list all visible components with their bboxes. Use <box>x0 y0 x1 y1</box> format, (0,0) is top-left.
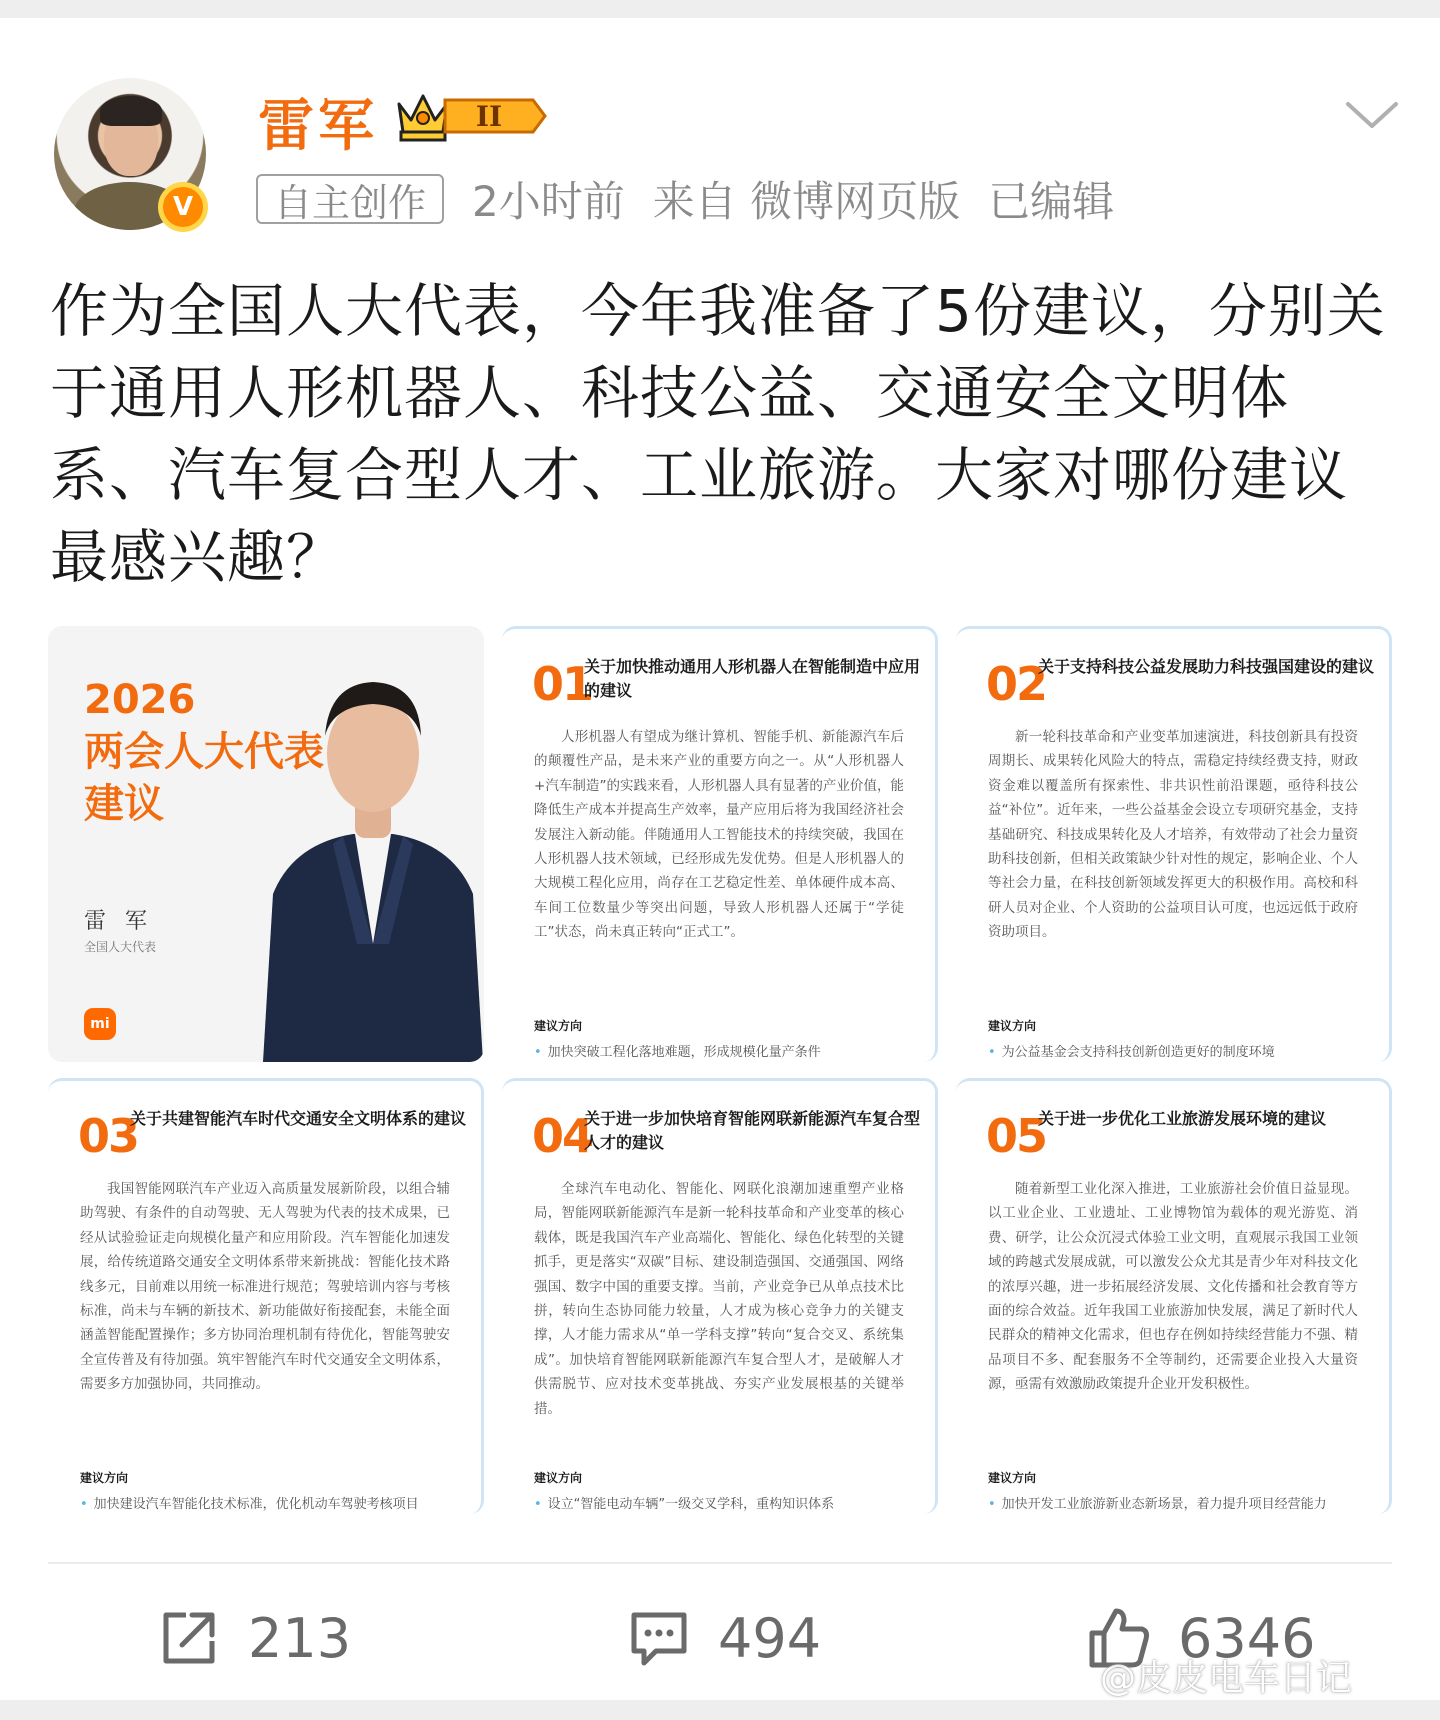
card-body: 人形机器人有望成为继计算机、智能手机、新能源汽车后的颠覆性产品，是未来产业的重要方向之一。从“人形机器人+汽车制造”的实践来看，人形机器人具有显著的产业价值，能降低生产成本并提高生产效率，量产应用后将为我国经济社会发展注入新动能。伴随通用人工智能技术的持续突破，我国在人形机器人技术领域，已经形成先发优势。但是人形机器人的大规模工程化应用，尚存在工艺稳定性差、单体硬件成本高、车间工位数量少等突出问题，导致人形机器人还属于“学徒工”状态，尚未真正转向“正式工”。 <box>534 729 904 941</box>
cover-title-line1: 2026 <box>84 677 196 723</box>
post-meta <box>256 172 1114 226</box>
post-source[interactable]: 来自 微博网页版 <box>652 177 961 226</box>
card-number: 05 <box>986 1109 1047 1163</box>
edited-label[interactable]: 已编辑 <box>988 177 1115 226</box>
card-direction: • 设立“智能电动车辆”一级交叉学科，重构知识体系 <box>534 1497 835 1512</box>
post-text: 作为全国人大代表，今年我准备了5份建议，分别关于通用人形机器人、科技公益、交通安全文明体系、汽车复合型人才、工业旅游。大家对哪份建议最感兴趣？ <box>50 277 1386 591</box>
card-body: 我国智能网联汽车产业迈入高质量发展新阶段，以组合辅助驾驶、有条件的自动驾驶、无人驾驶为代表的技术成果，已经从试验验证走向规模化量产和应用阶段。汽车智能化加速发展，给传统道路交通安全文明体系带来新挑战：智能化技术路线多元，目前难以用统一标准进行规范；驾驶培训内容与考核标准，尚未与车辆的新技术、新功能做好衔接配套，未能全面涵盖智能配置操作；多方协同治理机制有待优化，智能驾驶安全宣传普及有待加强。筑牢智能汽车时代交通安全文明体系，需要多方加强协同，共同推动。 <box>80 1181 450 1393</box>
card-title: 关于支持科技公益发展助力科技强国建设的建议 <box>1038 657 1375 676</box>
comment-count: 494 <box>718 1606 822 1670</box>
image-card-05[interactable] <box>956 1078 1392 1514</box>
top-strip <box>0 0 1440 18</box>
card-number: 01 <box>532 657 593 711</box>
comment-icon <box>626 1605 692 1671</box>
repost-button[interactable] <box>156 1600 351 1676</box>
card-title: 关于共建智能汽车时代交通安全文明体系的建议 <box>130 1109 467 1128</box>
mi-logo-icon: mi <box>84 1008 116 1040</box>
card-direction: • 加快开发工业旅游新业态新场景，着力提升项目经营能力 <box>988 1497 1327 1512</box>
cover-name: 雷 军 <box>84 909 153 934</box>
card-title: 关于加快推动通用人形机器人在智能制造中应用的建议 <box>584 657 921 700</box>
card-number: 04 <box>532 1109 593 1163</box>
card-direction-text: 设立“智能电动车辆”一级交叉学科，重构知识体系 <box>547 1497 835 1512</box>
card-number: 03 <box>78 1109 139 1163</box>
card-direction-heading: 建议方向 <box>988 1019 1037 1033</box>
avatar-hair <box>100 96 162 126</box>
card-number: 02 <box>986 657 1047 711</box>
cover-role: 全国人大代表 <box>84 940 157 954</box>
card-body: 随着新型工业化深入推进，工业旅游社会价值日益显现。以工业企业、工业遗址、工业博物馆为载体的观光游览、消费、研学，让公众沉浸式体验工业文明，直观展示我国工业领域的跨越式发展成就，可以激发公众尤其是青少年对科技文化的浓厚兴趣，进一步拓展经济发展、文化传播和社会教育等方面的综合效益。近年我国工业旅游加快发展，满足了新时代人民群众的精神文化需求，但也存在例如持续经营能力不强、精品项目不多、配套服务不全等制约，还需要企业投入大量资源，亟需有效激励政策提升企业开发积极性。 <box>988 1181 1358 1393</box>
card-direction-text: 加快突破工程化落地难题，形成规模化量产条件 <box>547 1045 821 1060</box>
card-direction-text: 加快建设汽车智能化技术标准，优化机动车驾驶考核项目 <box>93 1497 419 1512</box>
crown-level-icon <box>393 86 549 144</box>
verified-badge-icon: V <box>158 182 208 232</box>
card-body: 新一轮科技革命和产业变革加速演进，科技创新具有投资周期长、成果转化风险大的特点，需稳定持续经费支持，财政资金难以覆盖所有探索性、非共识性前沿课题，亟待科技公益“补位”。近年来，一些公益基金会设立专项研究基金，支持基础研究、科技成果转化及人才培养，有效带动了社会力量资助科技创新，但相关政策缺少针对性的规定，影响企业、个人等社会力量，在科技创新领域发挥更大的积极作用。高校和科研人员对企业、个人资助的公益项目认可度，也远远低于政府资助项目。 <box>988 729 1358 941</box>
image-card-03[interactable] <box>48 1078 484 1514</box>
chevron-down-icon[interactable] <box>1344 100 1400 130</box>
card-direction-heading: 建议方向 <box>80 1471 129 1485</box>
card-direction: • 加快建设汽车智能化技术标准，优化机动车驾驶考核项目 <box>80 1497 419 1512</box>
image-card-04[interactable] <box>502 1078 938 1514</box>
card-direction-text: 加快开发工业旅游新业态新场景，着力提升项目经营能力 <box>1001 1497 1327 1512</box>
author-name[interactable]: 雷军 <box>258 94 378 159</box>
card-direction: • 加快突破工程化落地难题，形成规模化量产条件 <box>534 1045 821 1060</box>
original-tag: 自主创作 <box>256 174 444 224</box>
comment-button[interactable] <box>626 1600 821 1676</box>
cover-title-line3: 建议 <box>84 781 164 827</box>
like-count: 6346 <box>1178 1606 1316 1670</box>
bottom-strip <box>0 1700 1440 1720</box>
card-body: 全球汽车电动化、智能化、网联化浪潮加速重塑产业格局，智能网联新能源汽车是新一轮科技革命和产业变革的核心载体，既是我国汽车产业高端化、智能化、绿色化转型的关键抓手，更是落实“双碳”目标、建设制造强国、交通强国、网络强国、数字中国的重要支撑。当前，产业竞争已从单点技术比拼，转向生态协同能力较量，人才成为核心竞争力的关键支撑，人才能力需求从“单一学科支撑”转向“复合交叉、系统集成”。加快培育智能网联新能源汽车复合型人才，是破解人才供需脱节、应对技术变革挑战、夯实产业发展根基的关键举措。 <box>534 1181 904 1417</box>
image-cover[interactable] <box>48 626 484 1062</box>
crown-level-text: II <box>475 100 503 133</box>
watermark: @皮皮电车日记 <box>1100 1658 1353 1699</box>
card-direction-text: 为公益基金会支持科技创新创造更好的制度环境 <box>1001 1045 1275 1060</box>
divider <box>48 1562 1392 1564</box>
repost-count: 213 <box>248 1606 352 1670</box>
card-direction-heading: 建议方向 <box>534 1019 583 1033</box>
card-direction-heading: 建议方向 <box>988 1471 1037 1485</box>
image-card-01[interactable] <box>502 626 938 1062</box>
repost-icon <box>156 1605 222 1671</box>
card-title: 关于进一步加快培育智能网联新能源汽车复合型人才的建议 <box>584 1109 921 1152</box>
portrait-image <box>263 644 483 1062</box>
card-direction-heading: 建议方向 <box>534 1471 583 1485</box>
post-time: 2小时前 <box>472 177 625 226</box>
image-card-02[interactable] <box>956 626 1392 1062</box>
card-title: 关于进一步优化工业旅游发展环境的建议 <box>1038 1109 1327 1128</box>
card-direction: • 为公益基金会支持科技创新创造更好的制度环境 <box>988 1045 1275 1060</box>
cover-title-line2: 两会人大代表 <box>84 729 324 775</box>
